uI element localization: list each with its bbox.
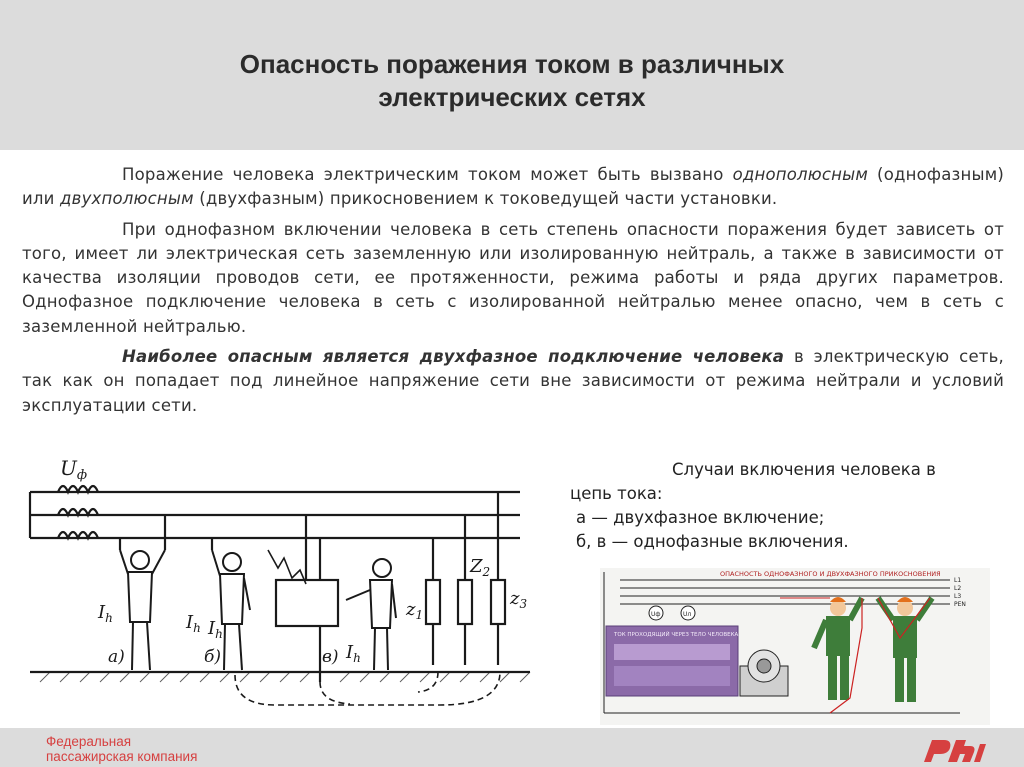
company-name-line-1: Федеральная — [46, 734, 132, 749]
label-z1: $z_1$ — [406, 599, 424, 622]
p1-term-double-pole: двухполюсным — [60, 189, 194, 209]
illustration-heading: ОПАСНОСТЬ ОДНОФАЗНОГО И ДВУХФАЗНОГО ПРИКОСНОВЕНИЯ — [720, 570, 941, 578]
page-title — [0, 48, 1024, 114]
circuit-diagram — [20, 450, 540, 730]
paragraph-2: При однофазном включении человека в сеть степень опасности поражения будет зависеть от того, имеет ли электрическая сеть заземленную или изолированную нейтраль, а также в зависимости от качества изоляции проводов сети, ее протяженности, режима работы и ряда других параметров. Однофазное подключение человека в сеть с изолированной нейтралью менее опасно, чем в сеть с заземленной нейтралью. — [22, 219, 1004, 336]
paragraph-1 — [22, 163, 1004, 212]
formula-panel-title: ТОК ПРОХОДЯЩИЙ ЧЕРЕЗ ТЕЛО ЧЕЛОВЕКА — [614, 632, 739, 638]
figure-caption — [570, 458, 1000, 554]
meter-label-ul: Uл — [683, 611, 692, 618]
label-z2: $Z_2$ — [470, 556, 491, 579]
title-line-2: электрических сетях — [378, 82, 646, 112]
p3-emphasis: Наиболее опасным является двухфазное подключение человека — [122, 347, 785, 367]
caption-line-1: Случаи включения человека в — [672, 460, 936, 479]
wire-label-l3: L3 — [954, 593, 962, 600]
label-ih-b: $I_h$ — [208, 618, 223, 641]
label-case-b: б) — [204, 647, 222, 667]
title-line-1: Опасность поражения током в различных — [239, 49, 785, 79]
label-case-v: в) — [322, 647, 339, 667]
wire-label-l1: L1 — [954, 577, 962, 584]
label-ih-a2: $I_h$ — [186, 612, 201, 635]
p1-text-e: (двухфазным) прикосновением к токоведущей части установки. — [193, 189, 778, 209]
meter-label-uf: Uф — [651, 611, 661, 618]
body-text — [22, 163, 1004, 424]
rzd-logo-icon — [918, 732, 988, 766]
p1-text-c: (однофазным) или — [22, 165, 1004, 209]
company-name — [46, 734, 197, 764]
label-case-a: а) — [108, 647, 125, 667]
caption-line-4: б, в — однофазные включения. — [576, 532, 849, 551]
label-ih-v: $I_h$ — [346, 642, 361, 665]
label-uf: $U_ф$ — [60, 456, 88, 483]
p1-term-single-pole: однополюсным — [732, 165, 869, 184]
p3-text: в электрическую сеть, так как он попадает под линейное напряжение сети вне зависимости от режима нейтрали и условий эксплуатации сети. — [22, 347, 1004, 415]
wire-label-l2: L2 — [954, 585, 962, 592]
paragraph-3 — [22, 345, 1004, 418]
label-ih-a: $I_h$ — [98, 602, 113, 625]
caption-line-2: цепь тока: — [570, 484, 663, 503]
label-z3: $z_3$ — [510, 588, 528, 611]
wire-label-pen: PEN — [954, 601, 966, 608]
p1-text-a: Поражение человека электрическим током может быть вызвано — [122, 165, 733, 184]
caption-line-3: а — двухфазное включение; — [576, 508, 825, 527]
person-a-figure — [120, 550, 165, 670]
illustration-touch-hazard — [600, 568, 990, 725]
company-name-line-2: пассажирская компания — [46, 749, 198, 764]
